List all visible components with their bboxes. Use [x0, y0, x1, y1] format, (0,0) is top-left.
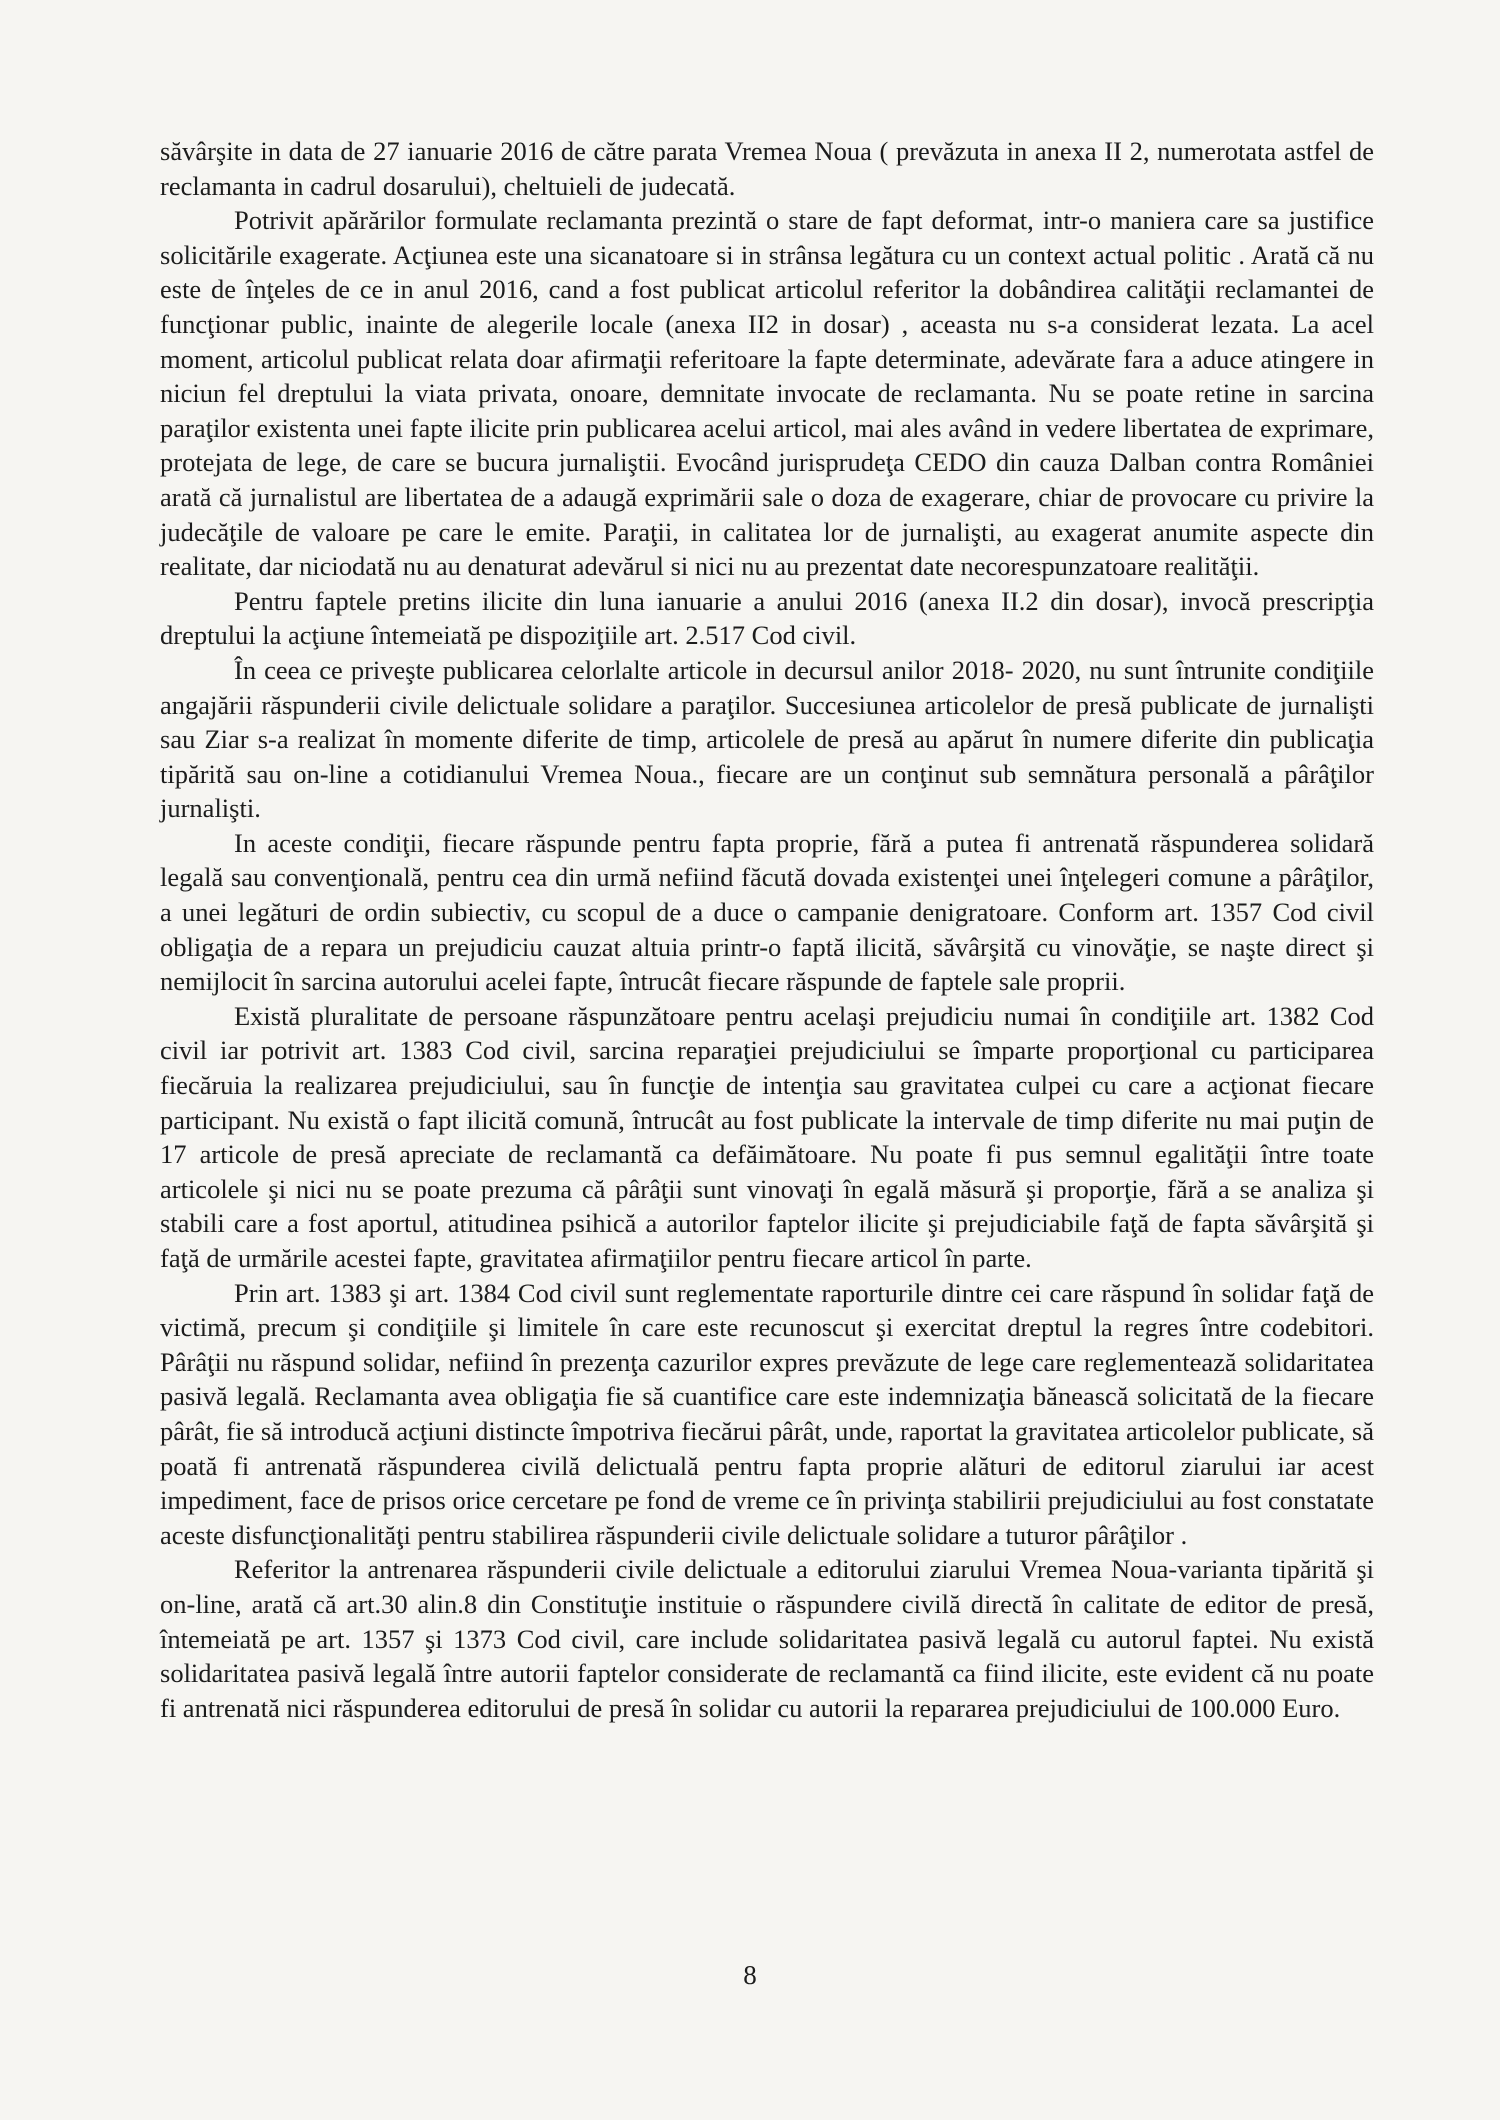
paragraph: Pentru faptele pretins ilicite din luna ianuarie a anului 2016 (anexa II.2 din dosar), invocă prescripţia dreptului la acţiune întemeiată pe dispoziţiile art. 2.517 Cod civil.	[160, 585, 1374, 651]
paragraph: In aceste condiţii, fiecare răspunde pentru fapta proprie, fără a putea fi antrenată răspunderea solidară legală sau convenţională, pentru cea din urmă nefiind făcută dovada existenţei unei înţelegeri comune a pârâţilor, a unei legături de ordin subiectiv, cu scopul de a duce o campanie denigratoare. Conform art. 1357 Cod civil obligaţia de a repara un prejudiciu cauzat altuia printr-o faptă ilicită, săvârşită cu vinovăţie, se naşte direct şi nemijlocit în sarcina autorului acelei fapte, întrucât fiecare răspunde de faptele sale proprii.	[160, 827, 1374, 997]
paragraph: Referitor la antrenarea răspunderii civile delictuale a editorului ziarului Vremea Noua-varianta tipărită şi on-line, arată că art.30 alin.8 din Constituţie instituie o răspundere civilă directă în calitate de editor de presă, întemeiată pe art. 1357 şi 1373 Cod civil, care include solidaritatea pasivă legală cu autorul faptei. Nu există solidaritatea pasivă legală între autorii faptelor considerate de reclamantă ca fiind ilicite, este evident că nu poate fi antrenată nici răspunderea editorului de presă în solidar cu autorii la repararea prejudiciului de 100.000 Euro.	[160, 1554, 1374, 1723]
paragraph: Există pluralitate de persoane răspunzătoare pentru acelaşi prejudiciu numai în condiţiile art. 1382 Cod civil iar potrivit art. 1383 Cod civil, sarcina reparaţiei prejudiciului se împarte proporţional cu participarea fiecăruia la realizarea prejudiciului, sau în funcţie de intenţia sau gravitatea culpei cu care a acţionat fiecare participant. Nu există o fapt ilicită comună, întrucât au fost publicate la intervale de timp diferite nu mai puţin de 17 articole de presă apreciate de reclamantă ca defăimătoare. Nu poate fi pus semnul egalităţii între toate articolele şi nici nu se poate prezuma că pârâţii sunt vinovaţi în egală măsură şi proporţie, fără a se analiza şi stabili care a fost aportul, atitudinea psihică a autorilor faptelor ilicite şi prejudiciabile faţă de fapta săvârşită şi faţă de urmările acestei fapte, gravitatea afirmaţiilor pentru fiecare articol în parte.	[160, 1000, 1374, 1273]
page-number: 8	[743, 1960, 757, 1990]
document-body	[160, 134, 1374, 1725]
paragraph: Potrivit apărărilor formulate reclamanta prezintă o stare de fapt deformat, intr-o maniera care sa justifice solicitările exagerate. Acţiunea este una sicanatoare si in strânsa legătura cu un context actual politic . Arată că nu este de înţeles de ce in anul 2016, cand a fost publicat articolul referitor la dobândirea calităţii reclamantei de funcţionar public, inainte de alegerile locale (anexa II2 in dosar) , aceasta nu s-a considerat lezata. La acel moment, articolul publicat relata doar afirmaţii referitoare la fapte determinate, adevărate fara a aduce atingere in niciun fel dreptului la viata privata, onoare, demnitate invocate de reclamanta. Nu se poate retine in sarcina paraţilor existenta unei fapte ilicite prin publicarea acelui articol, mai ales având in vedere libertatea de exprimare, protejata de lege, de care se bucura jurnaliştii. Evocând jurisprudeţa CEDO din cauza Dalban contra României arată că jurnalistul are libertatea de a adaugă exprimării sale o doza de exagerare, chiar de provocare cu privire la judecăţile de valoare pe care le emite. Paraţii, in calitatea lor de jurnalişti, au exagerat anumite aspecte din realitate, dar niciodată nu au denaturat adevărul si nici nu au prezentat date necorespunzatoare realităţii.	[160, 205, 1374, 582]
paragraph: săvârşite in data de 27 ianuarie 2016 de către parata Vremea Noua ( prevăzuta in anexa II 2, numerotata astfel de reclamanta in cadrul dosarului), cheltuieli de judecată.	[160, 136, 1374, 201]
paragraph: Prin art. 1383 şi art. 1384 Cod civil sunt reglementate raporturile dintre cei care răspund în solidar faţă de victimă, precum şi condiţiile şi limitele în care este recunoscut şi exercitat dreptul la regres între codebitori. Pârâţii nu răspund solidar, nefiind în prezenţa cazurilor expres prevăzute de lege care reglementează solidaritatea pasivă legală. Reclamanta avea obligaţia fie să cuantifice care este indemnizaţia bănească solicitată de la fiecare pârât, fie să introducă acţiuni distincte împotriva fiecărui pârât, unde, raportat la gravitatea articolelor publicate, să poată fi antrenată răspunderea civilă delictuală pentru fapta proprie alături de editorul ziarului iar acest impediment, face de prisos orice cercetare pe fond de vreme ce în privinţa stabilirii prejudiciului au fost constatate aceste disfuncţionalităţi pentru stabilirea răspunderii civile delictuale solidare a tuturor pârâţilor .	[160, 1277, 1374, 1550]
paragraph: În ceea ce priveşte publicarea celorlalte articole in decursul anilor 2018- 2020, nu sunt întrunite condiţiile angajării răspunderii civile delictuale solidare a paraţilor. Succesiunea articolelor de presă publicate de jurnalişti sau Ziar s-a realizat în momente diferite de timp, articolele de presă au apărut în numere diferite din publicaţia tipărită sau on-line a cotidianului Vremea Noua., fiecare are un conţinut sub semnătura personală a pârâţilor jurnalişti.	[160, 654, 1374, 824]
